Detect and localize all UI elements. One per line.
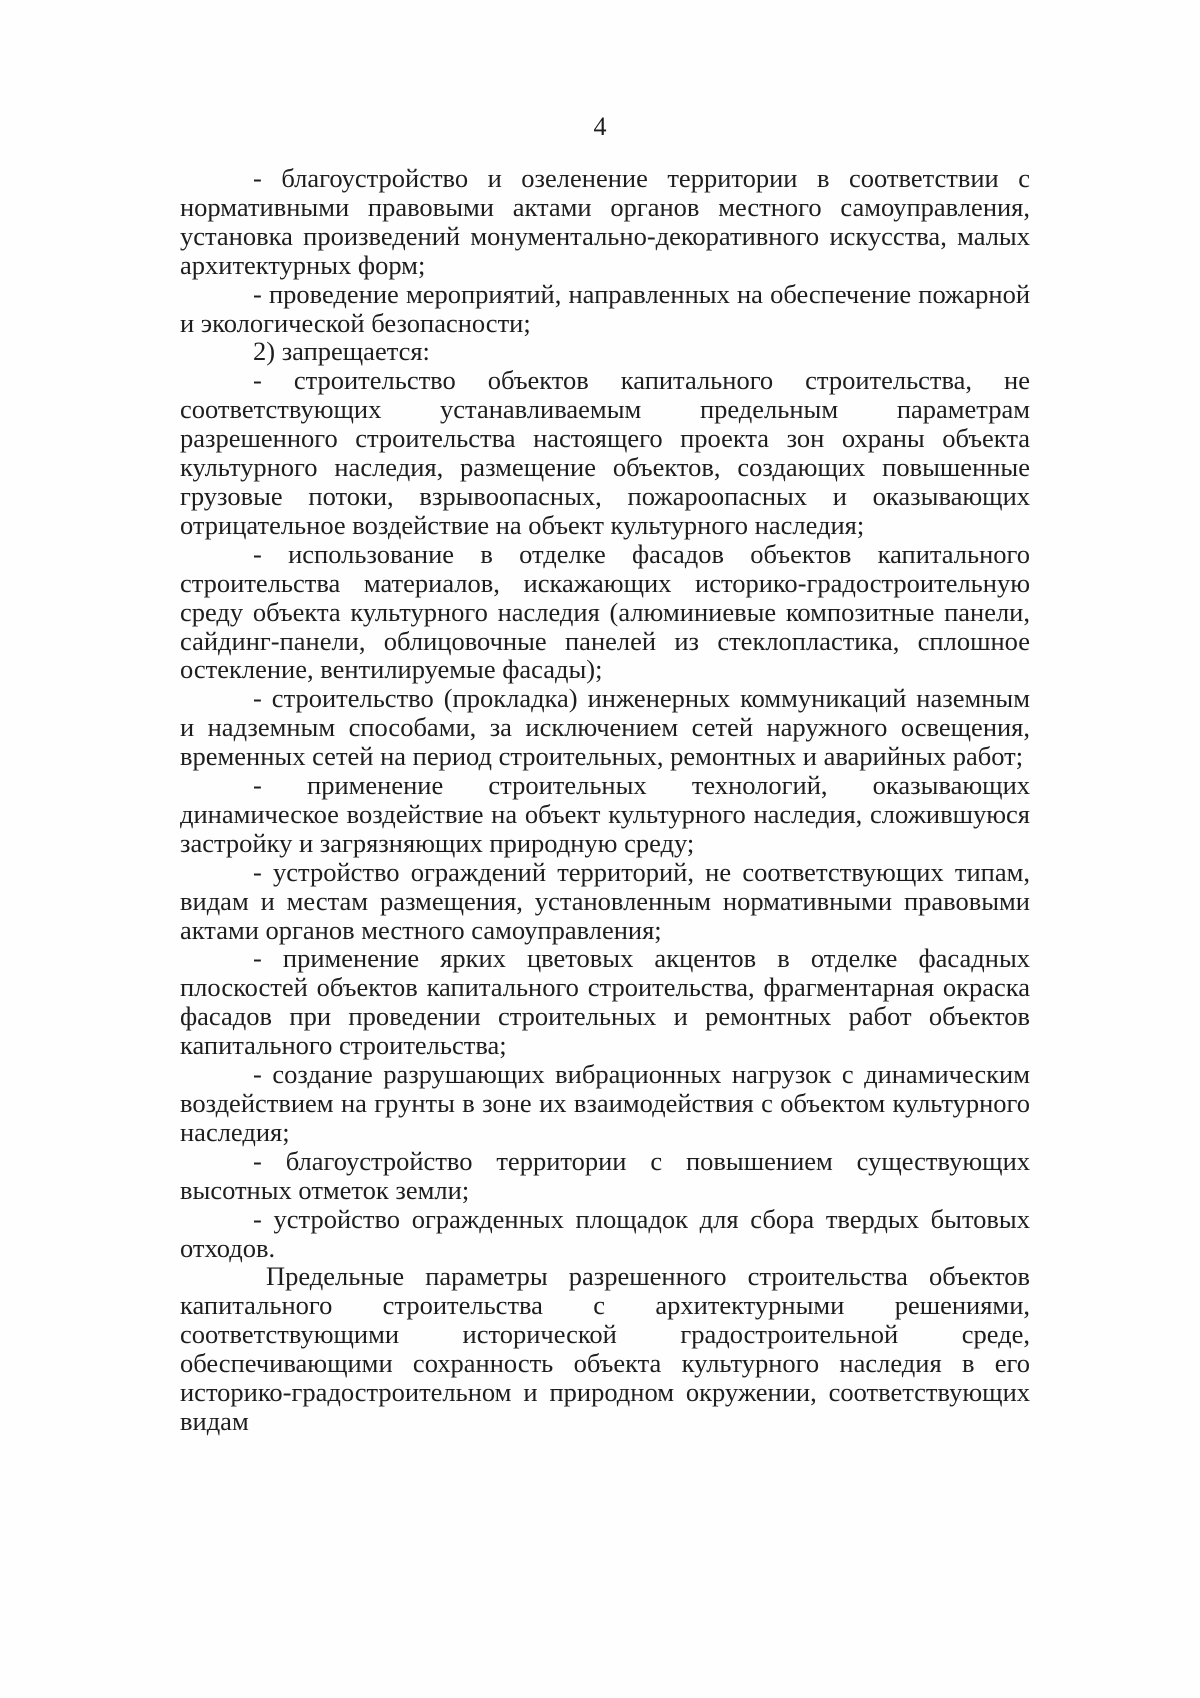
paragraph-ground-level: - благоустройство территории с повышением существующих высотных отметок земли; <box>180 1145 1030 1205</box>
paragraph-construction-limits: - строительство объектов капитального строительства, не соответствующих устанавливаемым предельным параметрам разрешенного строительства настоящего проекта зон охраны объекта культурного наследия, размещение объектов, создающих повышенные грузовые потоки, взрывоопасных, пожароопасных и оказывающих отрицательное воздействие на объект культурного наследия; <box>180 365 1030 540</box>
paragraph-facade-materials: - использование в отделке фасадов объектов капитального строительства материалов, искажающих историко-градостроительную среду объекта культурного наследия (алюминиевые композитные панели, сайдинг-панели, облицовочные панелей из стеклопластика, сплошное остекление, вентилируемые фасады); <box>180 538 1030 685</box>
paragraph-dynamic-technologies: - применение строительных технологий, оказывающих динамическое воздействие на объект культурного наследия, сложившуюся застройку и загрязняющих природную среду; <box>180 770 1030 858</box>
paragraph-landscaping: - благоустройство и озеленение территории в соответствии с нормативными правовыми актами органов местного самоуправления, установка произведений монументально-декоративного искусства, малых архитектурных форм; <box>180 163 1030 280</box>
paragraph-vibration: - создание разрушающих вибрационных нагрузок с динамическим воздействием на грунты в зоне их взаимодействия с объектом культурного наследия; <box>180 1059 1030 1147</box>
paragraph-fencing: - устройство ограждений территорий, не соответствующих типам, видам и местам размещения, установленным нормативными правовыми актами органов местного самоуправления; <box>180 856 1030 945</box>
document-body <box>180 164 1030 1436</box>
paragraph-utilities: - строительство (прокладка) инженерных коммуникаций наземным и надземным способами, за исключением сетей наружного освещения, временных сетей на период строительных, ремонтных и аварийных работ; <box>180 683 1030 772</box>
paragraph-prohibited-heading: 2) запрещается: <box>253 336 430 367</box>
paragraph-parameters: Предельные параметры разрешенного строительства объектов капитального строительства с архитектурными решениями, соответствующими исторической градостроительной среде, обеспечивающими сохранность объекта культурного наследия в его историко-градостроительном и природном окружении, соответствующих видам <box>180 1261 1030 1436</box>
paragraph-fire-safety: - проведение мероприятий, направленных на обеспечение пожарной и экологической безопасности; <box>180 278 1030 338</box>
page-number: 4 <box>593 112 607 141</box>
paragraph-color-accents: - применение ярких цветовых акцентов в отделке фасадных плоскостей объектов капитального строительства, фрагментарная окраска фасадов при проведении строительных и ремонтных работ объектов капитального строительства; <box>180 943 1030 1061</box>
paragraph-waste-sites: - устройство огражденных площадок для сбора твердых бытовых отходов. <box>180 1203 1030 1263</box>
